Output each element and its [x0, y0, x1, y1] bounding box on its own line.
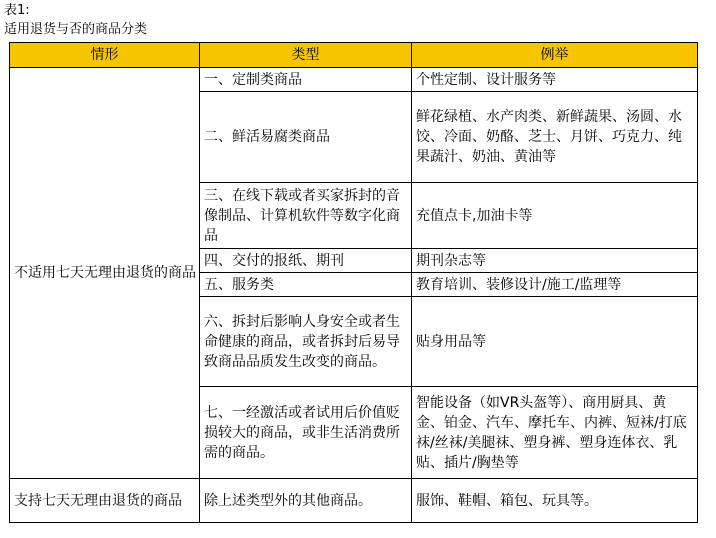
header-situation: 情形	[10, 43, 200, 68]
type-cell: 五、服务类	[200, 273, 412, 297]
examples-cell: 服饰、鞋帽、箱包、玩具等。	[412, 479, 698, 523]
table-header-row	[10, 43, 698, 68]
examples-cell: 贴身用品等	[412, 297, 698, 387]
type-cell: 二、鲜活易腐类商品	[200, 92, 412, 183]
table-number-caption: 表1:	[4, 3, 30, 18]
group-not-applicable: 不适用七天无理由退货的商品	[10, 68, 200, 479]
type-cell: 四、交付的报纸、期刊	[200, 249, 412, 273]
type-cell: 三、在线下载或者买家拆封的音像制品、计算机软件等数字化商品	[200, 183, 412, 249]
examples-cell: 个性定制、设计服务等	[412, 68, 698, 92]
header-type: 类型	[200, 43, 412, 68]
type-cell: 除上述类型外的其他商品。	[200, 479, 412, 523]
group-applicable: 支持七天无理由退货的商品	[10, 479, 200, 523]
header-examples: 例举	[412, 43, 698, 68]
type-cell: 六、拆封后影响人身安全或者生命健康的商品，或者拆封后易导致商品品质发生改变的商品。	[200, 297, 412, 387]
examples-cell: 充值点卡,加油卡等	[412, 183, 698, 249]
return-policy-table	[9, 42, 698, 523]
examples-cell: 鲜花绿植、水产肉类、新鲜蔬果、汤圆、水饺、冷面、奶酪、芝士、月饼、巧克力、纯果蔬汁、奶油、黄油等	[412, 92, 698, 183]
examples-cell: 教育培训、装修设计/施工/监理等	[412, 273, 698, 297]
table-title: 适用退货与否的商品分类	[4, 22, 148, 37]
table-row	[10, 68, 698, 92]
type-cell: 一、定制类商品	[200, 68, 412, 92]
type-cell: 七、一经激活或者试用后价值贬损较大的商品，或非生活消费所需的商品。	[200, 387, 412, 479]
examples-cell: 智能设备（如VR头盔等）、商用厨具、黄金、铂金、汽车、摩托车、内裤、短袜/打底袜/丝袜/美腿袜、塑身裤、塑身连体衣、乳贴、插片/胸垫等	[412, 387, 698, 479]
table-row	[10, 479, 698, 523]
examples-cell: 期刊杂志等	[412, 249, 698, 273]
